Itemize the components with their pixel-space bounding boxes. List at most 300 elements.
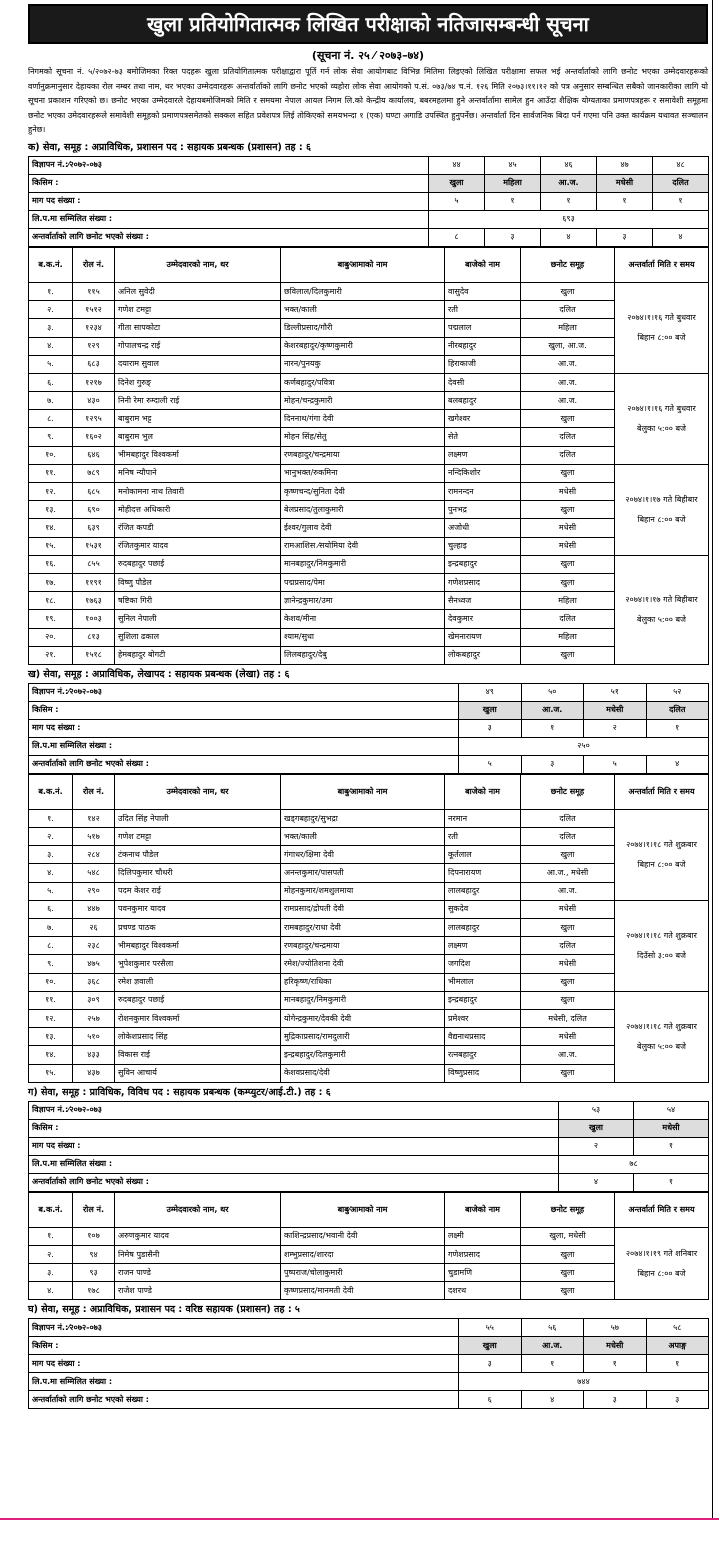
roll-no: ८१३ — [73, 628, 115, 646]
notice-page — [28, 4, 708, 1409]
serial-no: १२. — [29, 483, 73, 501]
parent-name: केशवप्रसाद/देवी — [281, 1064, 445, 1082]
serial-no: ७. — [29, 392, 73, 410]
roll-no: १७६३ — [73, 592, 115, 610]
selection-group: खुला — [521, 973, 615, 991]
summary-value: ३ — [459, 1355, 522, 1373]
selection-group: खुला — [521, 573, 615, 591]
serial-no: २०. — [29, 628, 73, 646]
summary-value: ३ — [485, 228, 541, 246]
roll-no: २५७ — [73, 1009, 115, 1027]
candidate-name: पवनकुमार यादव — [115, 900, 281, 918]
grandparent-name: गणेशप्रसाद — [445, 1245, 521, 1263]
candidate-name: प्रचण्ड पाठक — [115, 919, 281, 937]
summary-label: माग पद संख्या : — [29, 719, 459, 737]
candidate-name: दिलिपकुमार चौधरी — [115, 864, 281, 882]
grandparent-name: लोकबहादुर — [445, 646, 521, 664]
interview-schedule: २०७४।१।१६ गते बुधवार बेलुका ५:०० बजे — [615, 373, 709, 464]
parent-name: डिल्लीप्रसाद/गौरी — [281, 319, 445, 337]
summary-value: ५१ — [584, 683, 647, 701]
serial-no: १८. — [29, 592, 73, 610]
candidate-row — [29, 282, 709, 300]
summary-value: खुला — [459, 1337, 522, 1355]
candidate-name: भीमबहादुर विश्वकर्मा — [115, 446, 281, 464]
serial-no: १४. — [29, 519, 73, 537]
candidate-name: गोपालचन्द्र राई — [115, 337, 281, 355]
summary-label: माग पद संख्या : — [29, 1137, 559, 1155]
summary-value: ३ — [646, 1391, 709, 1409]
roll-no: ५१० — [73, 1028, 115, 1046]
parent-name: अनन्तकुमार/पासपती — [281, 864, 445, 882]
grandparent-name: देवकुमार — [445, 610, 521, 628]
candidate-row — [29, 592, 709, 610]
grandparent-name: नीरबहादुर — [445, 337, 521, 355]
serial-no: ४. — [29, 337, 73, 355]
summary-row-exam — [29, 737, 709, 755]
selection-group: मधेसी — [521, 519, 615, 537]
candidate-row — [29, 973, 709, 991]
parent-name: रामबहादुर/राधा देवी — [281, 919, 445, 937]
candidate-row — [29, 373, 709, 391]
exam-total: २५० — [459, 737, 709, 755]
roll-no: ३०९ — [73, 991, 115, 1009]
roll-no: २३८ — [73, 937, 115, 955]
summary-value: १ — [521, 719, 584, 737]
summary-row-adv — [29, 156, 709, 174]
section-summary-table — [28, 156, 709, 247]
grandparent-name: सेते — [445, 428, 521, 446]
grandparent-name: दिपनारायण — [445, 864, 521, 882]
candidate-row — [29, 464, 709, 482]
roll-no: ६३९ — [73, 519, 115, 537]
grandparent-name: खगेश्वर — [445, 410, 521, 428]
candidate-table — [28, 247, 709, 665]
parent-name: रणबहादुर/चन्द्रमाया — [281, 446, 445, 464]
selection-group: खुला — [521, 464, 615, 482]
parent-name: लिलबहादुर/देबु — [281, 646, 445, 664]
candidate-header-row — [29, 247, 709, 282]
serial-no: १०. — [29, 446, 73, 464]
parent-name: भक्त/काली — [281, 828, 445, 846]
parent-name: खड्गबहादुर/सुभद्रा — [281, 809, 445, 827]
candidate-row — [29, 537, 709, 555]
summary-label: माग पद संख्या : — [29, 192, 429, 210]
summary-value: ५४ — [634, 1101, 709, 1119]
interview-schedule: २०७४।१।१६ गते बुधवार बिहान ८:०० बजे — [615, 282, 709, 373]
candidate-row — [29, 809, 709, 827]
selection-group: मधेसी — [521, 483, 615, 501]
grandparent-name: विष्णुप्रसाद — [445, 1064, 521, 1082]
selection-group: आ.ज. — [521, 373, 615, 391]
summary-row-selected — [29, 1391, 709, 1409]
candidate-row — [29, 1046, 709, 1064]
summary-value: ४ — [541, 228, 597, 246]
roll-no: १२१७ — [73, 373, 115, 391]
grandparent-name: देवसी — [445, 373, 521, 391]
roll-no: ४७५ — [73, 955, 115, 973]
parent-name: नारन/पुनयकु — [281, 355, 445, 373]
grandparent-name: नन्दिकिशोर — [445, 464, 521, 482]
selection-group: महिला — [521, 628, 615, 646]
candidate-name: उदित सिंह नेपाली — [115, 809, 281, 827]
candidate-row — [29, 428, 709, 446]
grandparent-name: गणेशप्रसाद — [445, 573, 521, 591]
parent-name: मानबहादुर/निमकुमारी — [281, 555, 445, 573]
candidate-row — [29, 882, 709, 900]
roll-no: २६ — [73, 919, 115, 937]
roll-no: ४४७ — [73, 900, 115, 918]
selection-group: दलित — [521, 428, 615, 446]
interview-schedule: २०७४।१।१७ गते बिहीबार बेलुका ५:०० बजे — [615, 555, 709, 664]
summary-value: १ — [646, 1355, 709, 1373]
candidate-name: सुविन आचार्य — [115, 1064, 281, 1082]
selection-group: दलित — [521, 828, 615, 846]
serial-no: २१. — [29, 646, 73, 664]
selection-group: दलित — [521, 446, 615, 464]
selection-group: मधेसी — [521, 955, 615, 973]
selection-group: खुला — [521, 1064, 615, 1082]
candidate-name: गीता सापकोटा — [115, 319, 281, 337]
serial-no: १०. — [29, 973, 73, 991]
column-header: ब.क.नं. — [29, 774, 73, 809]
candidate-name: मनोकामना नाथ तिवारी — [115, 483, 281, 501]
interview-schedule: २०७४।१।१८ गते शुक्रबार दिउँसो ३:०० बजे — [615, 900, 709, 991]
grandparent-name: रती — [445, 828, 521, 846]
grandparent-name: चुल्हाइ — [445, 537, 521, 555]
serial-no: १३. — [29, 1028, 73, 1046]
grandparent-name: लालबहादुर — [445, 882, 521, 900]
summary-value: १ — [584, 1355, 647, 1373]
roll-no: ६८३ — [73, 355, 115, 373]
grandparent-name: लक्ष्मण — [445, 937, 521, 955]
candidate-name: रोशनकुमार विश्वकर्मा — [115, 1009, 281, 1027]
parent-name: भक्त/काली — [281, 301, 445, 319]
roll-no: १५३१ — [73, 537, 115, 555]
parent-name: रणबहादुर/चन्द्रमाया — [281, 937, 445, 955]
summary-value: ४ — [653, 228, 709, 246]
candidate-header-row — [29, 774, 709, 809]
serial-no: १. — [29, 1227, 73, 1245]
bottom-bar — [0, 1518, 719, 1520]
summary-value: ५६ — [521, 1319, 584, 1337]
section-heading: ग) सेवा, समूह : प्राविधिक, विविध पद : सहायक प्रबन्धक (कम्प्युटर/आई.टी.) तह : ६ — [28, 1086, 331, 1098]
summary-value: ५ — [459, 755, 522, 773]
parent-name: शम्भुप्रसाद/शारदा — [281, 1245, 445, 1263]
summary-value: ४६ — [541, 156, 597, 174]
grandparent-name: अजोधी — [445, 519, 521, 537]
selection-group: आ.ज. — [521, 1046, 615, 1064]
candidate-row — [29, 573, 709, 591]
summary-value: ८ — [429, 228, 485, 246]
parent-name: मानबहादुर/निमकुमारी — [281, 991, 445, 1009]
candidate-row — [29, 991, 709, 1009]
summary-value: ३ — [597, 228, 653, 246]
parent-name: कृष्णचन्द/सुनिता देवी — [281, 483, 445, 501]
candidate-row — [29, 610, 709, 628]
notice-number: (सूचना नं. २५ ⁄ २०७३–७४) — [311, 49, 425, 62]
parent-name: पुष्पराज/चोलाकुमारी — [281, 1264, 445, 1282]
candidate-name: दिनेश गुरुङ् — [115, 373, 281, 391]
selection-group: दलित — [521, 610, 615, 628]
roll-no: ११५ — [73, 282, 115, 300]
selection-group: आ.ज. — [521, 882, 615, 900]
serial-no: ८. — [29, 410, 73, 428]
summary-value: महिला — [485, 174, 541, 192]
summary-label: लि.प.मा सम्मिलित संख्या : — [29, 210, 429, 228]
candidate-name: बाबुराम भुल — [115, 428, 281, 446]
serial-no: ५. — [29, 355, 73, 373]
serial-no: १. — [29, 282, 73, 300]
selection-group: खुला — [521, 501, 615, 519]
candidate-row — [29, 519, 709, 537]
summary-label: विज्ञापन नं.:⁄२०७२-०७३ — [29, 1319, 459, 1337]
grandparent-name: इन्द्रबहादुर — [445, 555, 521, 573]
roll-no: २८४ — [73, 846, 115, 864]
column-header: उम्मेदवारको नाम, थर — [115, 247, 281, 282]
selection-group: आ.ज. — [521, 392, 615, 410]
summary-row-posts — [29, 719, 709, 737]
candidate-name: रंजित कपडी — [115, 519, 281, 537]
candidate-row — [29, 555, 709, 573]
grandparent-name: लक्ष्मी — [445, 1227, 521, 1245]
interview-schedule: २०७४।१।१७ गते बिहीबार बिहान ८:०० बजे — [615, 464, 709, 555]
parent-name: योगेन्द्रकुमार/देवकी देवी — [281, 1009, 445, 1027]
roll-no: १५१८ — [73, 646, 115, 664]
summary-value: १ — [521, 1355, 584, 1373]
parent-name: मुद्रिकाप्रसाद/रामदुलारी — [281, 1028, 445, 1046]
summary-value: आ.ज. — [521, 1337, 584, 1355]
serial-no: ११. — [29, 464, 73, 482]
summary-value: ५७ — [584, 1319, 647, 1337]
candidate-name: दयाराम सुवाल — [115, 355, 281, 373]
candidate-name: गणेश टमट्टा — [115, 828, 281, 846]
serial-no: १४. — [29, 1046, 73, 1064]
roll-no: १००३ — [73, 610, 115, 628]
summary-value: २ — [559, 1137, 634, 1155]
summary-value: ५० — [521, 683, 584, 701]
column-header: अन्तर्वार्ता मिति र समय — [615, 247, 709, 282]
roll-no: ४३३ — [73, 1046, 115, 1064]
interview-schedule: २०७४।१।१८ गते शुक्रबार बेलुका ५:०० बजे — [615, 991, 709, 1082]
summary-value: ३ — [459, 719, 522, 737]
column-header: ब.क.नं. — [29, 247, 73, 282]
roll-no: १६०२ — [73, 428, 115, 446]
candidate-name: रमेश ज्ञवाली — [115, 973, 281, 991]
candidate-name: विकास राई — [115, 1046, 281, 1064]
summary-value: ५३ — [559, 1101, 634, 1119]
candidate-row — [29, 1264, 709, 1282]
column-header: उम्मेदवारको नाम, थर — [115, 1192, 281, 1227]
summary-row-category — [29, 1119, 709, 1137]
notice-intro: निगमको सूचना नं. ५/२०७२-७३ बमोजिमका रिक्त पदहरू खुला प्रतियोगितात्मक परीक्षाद्वारा पूर्ति गर्न लोक सेवा आयोगबाट विभिन्न मितिमा लिइएको लिखित परीक्षामा सफल भई अन्तर्वार्ताको लागि छनोट भएका उम्मेदवारहरूको वर्णानुक्रमानुसार देहायका रोल नम्बर तथा नाम, थर भएका उम्मेदवारहरू अन्तर्वार्ताको लागि छनोट भएको व्यहोरा लोक सेवा आयोगको प.सं. ०७३/७४ च.नं. १२६ मिति २०७३।११।१२ को पत्र अनुसार सम्बन्धित सबैको जानकारीका लागि यो सूचना प्रकाशन गरिएको छ। छनोट भएका उम्मेदवारले देहायबमोजिमको मिति र समयमा नेपाल आयल निगम लि.को केन्द्रीय कार्यालय, बबरमहलमा हुने अन्तर्वार्तामा सामेल हुन आउँदा शैक्षिक योग्यताका प्रमाणपत्रहरू र समावेशी समूहमा छनोट भएका उमेदवारहरूले समावेशी समूहको प्रमाणपत्रसमेतको सक्कल सहित प्रवेशपत्र लिई तोकिएको समयभन्दा १ (एक) घण्टा अगाडि उपस्थित हुनुपर्नेछ। अन्तर्वार्ता दिन सार्वजनिक बिदा पर्न गएमा पनि उक्त कार्यक्रम यथावत सञ्चालन हुनेछ। — [28, 67, 708, 135]
summary-label: अन्तर्वार्ताको लागि छनोट भएको संख्या : — [29, 1173, 559, 1191]
summary-label: अन्तर्वार्ताको लागि छनोट भएको संख्या : — [29, 1391, 459, 1409]
summary-value: ४ — [559, 1173, 634, 1191]
column-header: छनोट समूह — [521, 774, 615, 809]
exam-total: ७४४ — [459, 1373, 709, 1391]
candidate-row — [29, 937, 709, 955]
summary-row-adv — [29, 1319, 709, 1337]
roll-no: ६९० — [73, 501, 115, 519]
parent-name: केशरबहादुर/कृष्णकुमारी — [281, 337, 445, 355]
candidate-header-row — [29, 1192, 709, 1227]
summary-value: खुला — [429, 174, 485, 192]
parent-name: रामआशिस ⁄सयोमिया देवी — [281, 537, 445, 555]
summary-row-exam — [29, 1373, 709, 1391]
serial-no: २. — [29, 1245, 73, 1263]
grandparent-name: बलबहादुर — [445, 392, 521, 410]
summary-value: १ — [485, 192, 541, 210]
summary-label: लि.प.मा सम्मिलित संख्या : — [29, 1373, 459, 1391]
candidate-row — [29, 483, 709, 501]
summary-value: ५८ — [646, 1319, 709, 1337]
serial-no: ७. — [29, 919, 73, 937]
column-header: छनोट समूह — [521, 1192, 615, 1227]
grandparent-name: नरमान — [445, 809, 521, 827]
summary-row-posts — [29, 1137, 709, 1155]
parent-name: ज्ञानेन्द्रकुमार/उमा — [281, 592, 445, 610]
candidate-row — [29, 864, 709, 882]
column-header: अन्तर्वार्ता मिति र समय — [615, 1192, 709, 1227]
summary-value: आ.ज. — [521, 701, 584, 719]
grandparent-name: पद्मलाल — [445, 319, 521, 337]
selection-group: आ.ज., मधेसी — [521, 864, 615, 882]
serial-no: १३. — [29, 501, 73, 519]
serial-no: ३. — [29, 1264, 73, 1282]
summary-value: १ — [634, 1137, 709, 1155]
column-header: बाबु⁄आमाको नाम — [281, 774, 445, 809]
candidate-name: भीमबहादुर विश्वकर्मा — [115, 937, 281, 955]
candidate-name: भुपेशकुमार परसैला — [115, 955, 281, 973]
roll-no: १४२ — [73, 809, 115, 827]
column-header: बाबु⁄आमाको नाम — [281, 247, 445, 282]
summary-value: ५२ — [646, 683, 709, 701]
grandparent-name: वासुदेव — [445, 282, 521, 300]
column-header: बाबु⁄आमाको नाम — [281, 1192, 445, 1227]
right-border — [712, 0, 713, 1520]
summary-label: लि.प.मा सम्मिलित संख्या : — [29, 1155, 559, 1173]
candidate-name: निनी रेमा रुम्दाली राई — [115, 392, 281, 410]
candidate-row — [29, 1028, 709, 1046]
summary-label: लि.प.मा सम्मिलित संख्या : — [29, 737, 459, 755]
summary-value: ४९ — [459, 683, 522, 701]
grandparent-name: खेमनारायण — [445, 628, 521, 646]
section-heading: घ) सेवा, समूह : अप्राविधिक, प्रशासन पद : वरिष्ठ सहायक (प्रशासन) तह : ५ — [28, 1304, 300, 1316]
roll-no: १२९ — [73, 337, 115, 355]
roll-no: ११९१ — [73, 573, 115, 591]
column-header: बाजेको नाम — [445, 1192, 521, 1227]
selection-group: खुला, आ.ज. — [521, 337, 615, 355]
selection-group: खुला — [521, 1245, 615, 1263]
candidate-name: राजन पाण्डे — [115, 1264, 281, 1282]
sections-container — [28, 141, 708, 1410]
selection-group: खुला — [521, 1264, 615, 1282]
summary-value: खुला — [459, 701, 522, 719]
parent-name: मोहन/चन्द्रकुमारी — [281, 392, 445, 410]
section-summary-table — [28, 683, 709, 774]
interview-schedule: २०७४।१।१८ गते शुक्रबार बिहान ८:०० बजे — [615, 809, 709, 900]
serial-no: १. — [29, 809, 73, 827]
selection-group: दलित — [521, 937, 615, 955]
candidate-name: षष्टिका गिरी — [115, 592, 281, 610]
summary-value: १ — [597, 192, 653, 210]
parent-name: गंगाधर/क्षिमा देवी — [281, 846, 445, 864]
summary-value: ४४ — [429, 156, 485, 174]
candidate-name: टंकनाथ पौडेल — [115, 846, 281, 864]
summary-value: दलित — [653, 174, 709, 192]
summary-label: किसिम : — [29, 174, 429, 192]
summary-value: ३ — [584, 1391, 647, 1409]
selection-group: मधेसी, दलित — [521, 1009, 615, 1027]
candidate-row — [29, 410, 709, 428]
column-header: बाजेको नाम — [445, 247, 521, 282]
selection-group: महिला — [521, 592, 615, 610]
grandparent-name: कूर्तलाल — [445, 846, 521, 864]
candidate-name: मनिष न्यौपाने — [115, 464, 281, 482]
summary-value: ५ — [429, 192, 485, 210]
serial-no: १७. — [29, 573, 73, 591]
serial-no: १५. — [29, 1064, 73, 1082]
roll-no: ७८९ — [73, 464, 115, 482]
selection-group: खुला, मधेसी — [521, 1227, 615, 1245]
serial-no: ११. — [29, 991, 73, 1009]
grandparent-name: इन्द्रबहादुर — [445, 991, 521, 1009]
grandparent-name: लालबहादुर — [445, 919, 521, 937]
summary-value: ४ — [521, 1391, 584, 1409]
serial-no: ४. — [29, 864, 73, 882]
grandparent-name: दशरथ — [445, 1282, 521, 1300]
candidate-row — [29, 900, 709, 918]
serial-no: ३. — [29, 319, 73, 337]
selection-group: मधेसी — [521, 1028, 615, 1046]
grandparent-name: सुकदेव — [445, 900, 521, 918]
summary-value: दलित — [646, 701, 709, 719]
serial-no: ४. — [29, 1282, 73, 1300]
summary-row-category — [29, 174, 709, 192]
candidate-table — [28, 1192, 709, 1301]
roll-no: २९० — [73, 882, 115, 900]
summary-value: ४५ — [485, 156, 541, 174]
selection-group: आ.ज. — [521, 355, 615, 373]
serial-no: २. — [29, 828, 73, 846]
roll-no: १२९५ — [73, 410, 115, 428]
roll-no: १७८ — [73, 1282, 115, 1300]
grandparent-name: रत्नबहादुर — [445, 1046, 521, 1064]
selection-group: खुला — [521, 991, 615, 1009]
grandparent-name: रती — [445, 301, 521, 319]
parent-name: कृष्णप्रसाद/मानमती देवी — [281, 1282, 445, 1300]
serial-no: १५. — [29, 537, 73, 555]
grandparent-name: चुडामणि — [445, 1264, 521, 1282]
summary-label: किसिम : — [29, 1119, 559, 1137]
candidate-row — [29, 392, 709, 410]
serial-no: २. — [29, 301, 73, 319]
parent-name: बेलप्रसाद/तुलाकुमारी — [281, 501, 445, 519]
serial-no: १२. — [29, 1009, 73, 1027]
summary-row-exam — [29, 1155, 709, 1173]
candidate-row — [29, 1009, 709, 1027]
candidate-row — [29, 955, 709, 973]
parent-name: पद्मप्रसाद/पेमा — [281, 573, 445, 591]
summary-label: विज्ञापन नं.:⁄२०७२-०७३ — [29, 683, 459, 701]
parent-name: रमेश/ज्योतिशना देवी — [281, 955, 445, 973]
candidate-table — [28, 774, 709, 1083]
roll-no: १२३४ — [73, 319, 115, 337]
summary-label: अन्तर्वार्ताको लागि छनोट भएको संख्या : — [29, 755, 459, 773]
section-heading: ख) सेवा, समूह : अप्राविधिक, लेखापद : सहायक प्रबन्धक (लेखा) तह : ६ — [28, 668, 290, 680]
candidate-name: विष्णु पौडेल — [115, 573, 281, 591]
grandparent-name: रामनन्दन — [445, 483, 521, 501]
